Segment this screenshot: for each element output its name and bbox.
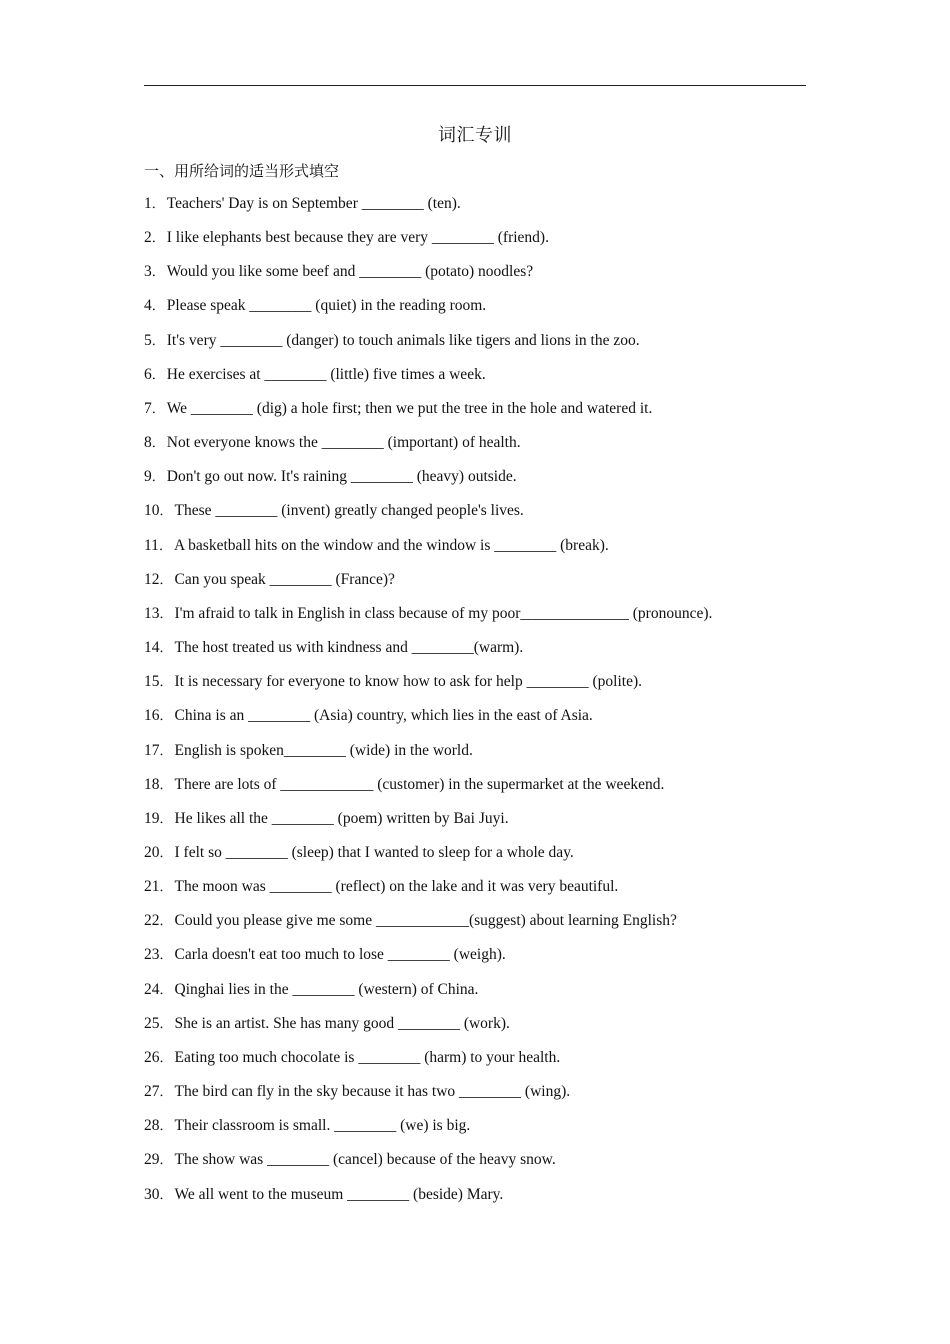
question-text: English is spoken________ (wide) in the world.: [174, 741, 473, 759]
question-text: The host treated us with kindness and ________(warm).: [174, 639, 524, 657]
question-text: These ________ (invent) greatly changed people's lives.: [174, 502, 524, 520]
question-number: 21: [144, 878, 160, 896]
question-text: Eating too much chocolate is ________ (harm) to your health.: [174, 1048, 561, 1066]
question-number: 14: [144, 639, 160, 657]
question-number: 12: [144, 570, 160, 588]
question-number: 18: [144, 775, 160, 793]
question-item: [144, 1184, 844, 1218]
question-text: It is necessary for everyone to know how to ask for help ________ (polite).: [174, 673, 642, 691]
question-number-separator: ．: [159, 777, 173, 793]
question-number-separator: ．: [151, 436, 165, 452]
question-number-separator: ．: [159, 1050, 173, 1066]
question-number: 3: [144, 263, 152, 281]
question-text: I felt so ________ (sleep) that I wanted to sleep for a whole day.: [174, 843, 574, 861]
header-rule: [144, 85, 806, 86]
question-item: [144, 569, 844, 603]
question-item: [144, 842, 844, 876]
question-number-separator: ．: [159, 572, 173, 588]
question-text: Can you speak ________ (France)?: [174, 570, 395, 588]
question-item: [144, 808, 844, 842]
question-list: [144, 193, 844, 1218]
question-number: 6: [144, 365, 152, 383]
question-item: [144, 944, 844, 978]
question-number: 5: [144, 331, 152, 349]
question-item: [144, 774, 844, 808]
question-number: 20: [144, 843, 160, 861]
question-text: Don't go out now. It's raining ________ (heavy) outside.: [166, 468, 517, 486]
question-number: 7: [144, 399, 152, 417]
question-item: [144, 466, 844, 500]
question-item: [144, 227, 844, 261]
question-number-separator: ．: [159, 982, 173, 998]
question-number: 23: [144, 946, 160, 964]
question-number-separator: ．: [159, 948, 173, 964]
question-number: 25: [144, 1014, 160, 1032]
question-number-separator: ．: [159, 811, 173, 827]
question-number: 28: [144, 1117, 160, 1135]
question-item: [144, 1013, 844, 1047]
question-number: 4: [144, 297, 152, 315]
question-number-separator: ．: [159, 641, 173, 657]
question-text: The show was ________ (cancel) because of the heavy snow.: [174, 1151, 556, 1169]
question-text: She is an artist. She has many good ________ (work).: [174, 1014, 510, 1032]
question-text: I'm afraid to talk in English in class because of my poor______________ (pronounce).: [174, 604, 713, 622]
question-item: [144, 637, 844, 671]
question-text: Could you please give me some ____________(suggest) about learning English?: [174, 912, 677, 930]
question-number-separator: ．: [159, 1153, 173, 1169]
question-number-separator: ．: [151, 299, 165, 315]
question-number: 30: [144, 1185, 160, 1203]
question-text: Not everyone knows the ________ (important) of health.: [166, 434, 521, 452]
question-item: [144, 398, 844, 432]
question-text: China is an ________ (Asia) country, which lies in the east of Asia.: [174, 707, 593, 725]
question-number-separator: ．: [159, 606, 173, 622]
question-item: [144, 1115, 844, 1149]
question-item: [144, 330, 844, 364]
question-text: Carla doesn't eat too much to lose ________ (weigh).: [174, 946, 506, 964]
section-heading: 一、用所给词的适当形式填空: [144, 162, 340, 180]
question-number: 29: [144, 1151, 160, 1169]
question-item: [144, 910, 844, 944]
question-number-separator: ．: [151, 401, 165, 417]
question-item: [144, 295, 844, 329]
question-item: [144, 1047, 844, 1081]
question-number: 11: [144, 536, 159, 554]
question-number-separator: ．: [151, 231, 165, 247]
question-text: Teachers' Day is on September ________ (ten).: [166, 195, 461, 212]
question-number-separator: ．: [158, 538, 172, 554]
question-number-separator: ．: [159, 1085, 173, 1101]
question-number: 13: [144, 604, 160, 622]
question-number: 19: [144, 809, 160, 827]
question-item: [144, 261, 844, 295]
question-item: [144, 535, 844, 569]
question-number-separator: ．: [159, 1187, 173, 1203]
question-item: [144, 1149, 844, 1183]
question-number: 17: [144, 741, 160, 759]
question-number-separator: ．: [159, 914, 173, 930]
question-item: [144, 432, 844, 466]
question-text: We all went to the museum ________ (beside) Mary.: [174, 1185, 504, 1203]
question-item: [144, 671, 844, 705]
question-number: 27: [144, 1083, 160, 1101]
document-title: 词汇专训: [438, 125, 512, 146]
question-number-separator: ．: [151, 333, 165, 349]
question-item: [144, 500, 844, 534]
question-number: 9: [144, 468, 152, 486]
question-text: The bird can fly in the sky because it has two ________ (wing).: [174, 1083, 571, 1101]
question-text: I like elephants best because they are very ________ (friend).: [166, 229, 549, 247]
question-number-separator: ．: [159, 675, 173, 691]
question-number-separator: ．: [159, 743, 173, 759]
question-number: 22: [144, 912, 160, 930]
question-text: We ________ (dig) a hole first; then we put the tree in the hole and watered it.: [166, 399, 653, 417]
question-number: 24: [144, 980, 160, 998]
question-text: Please speak ________ (quiet) in the reading room.: [166, 297, 487, 315]
question-number-separator: ．: [159, 709, 173, 725]
question-number-separator: ．: [159, 880, 173, 896]
question-item: [144, 876, 844, 910]
question-number-separator: ．: [151, 265, 165, 281]
question-number-separator: ．: [151, 470, 165, 486]
question-text: Would you like some beef and ________ (potato) noodles?: [166, 263, 534, 281]
question-number: 16: [144, 707, 160, 725]
question-text: The moon was ________ (reflect) on the lake and it was very beautiful.: [174, 878, 619, 896]
question-item: [144, 603, 844, 637]
question-number-separator: ．: [159, 504, 173, 520]
question-text: He exercises at ________ (little) five times a week.: [166, 365, 486, 383]
question-number: 10: [144, 502, 160, 520]
question-text: He likes all the ________ (poem) written by Bai Juyi.: [174, 809, 509, 827]
question-number-separator: ．: [159, 845, 173, 861]
question-text: Qinghai lies in the ________ (western) of China.: [174, 980, 479, 998]
question-number: 1: [144, 195, 152, 212]
question-text: It's very ________ (danger) to touch animals like tigers and lions in the zoo.: [166, 331, 640, 349]
question-text: A basketball hits on the window and the window is ________ (break).: [173, 536, 609, 554]
question-item: [144, 979, 844, 1013]
question-number: 26: [144, 1048, 160, 1066]
question-item: [144, 364, 844, 398]
question-item: [144, 193, 844, 227]
question-number-separator: ．: [159, 1119, 173, 1135]
question-number-separator: ．: [151, 367, 165, 383]
question-item: [144, 1081, 844, 1115]
question-number-separator: ．: [151, 197, 165, 212]
question-number: 2: [144, 229, 152, 247]
question-text: There are lots of ____________ (customer) in the supermarket at the weekend.: [174, 775, 665, 793]
question-item: [144, 705, 844, 739]
question-number: 15: [144, 673, 160, 691]
question-text: Their classroom is small. ________ (we) is big.: [174, 1117, 471, 1135]
question-number: 8: [144, 434, 152, 452]
question-item: [144, 740, 844, 774]
question-number-separator: ．: [159, 1016, 173, 1032]
